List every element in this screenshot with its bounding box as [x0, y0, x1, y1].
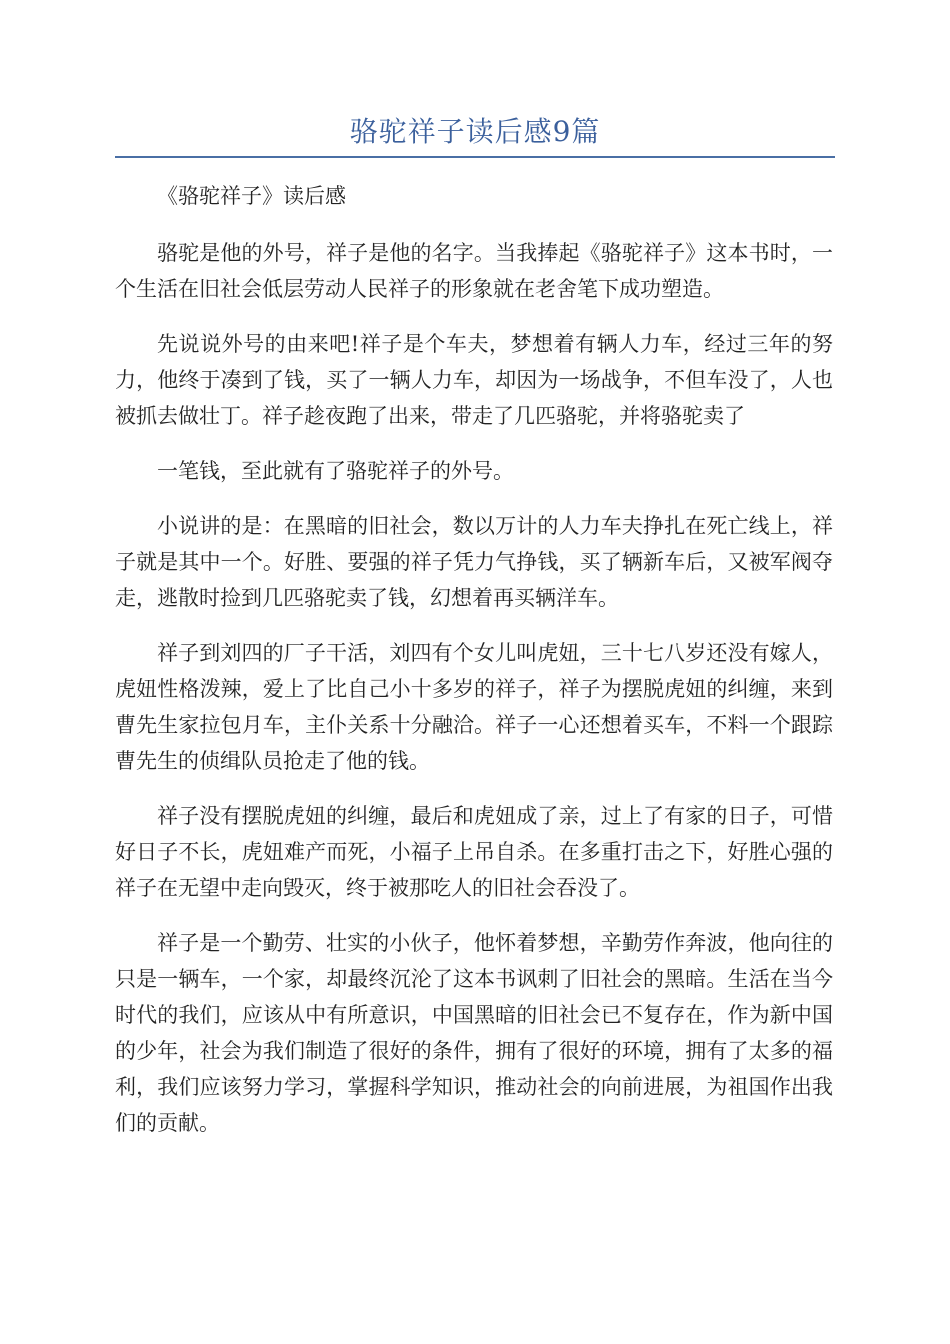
- document-title: 骆驼祥子读后感9篇: [349, 115, 601, 148]
- paragraph-3: 一笔钱，至此就有了骆驼祥子的外号。: [157, 459, 514, 483]
- paragraph-4: 小说讲的是：在黑暗的旧社会，数以万计的人力车夫挣扎在死亡线上，祥子就是其中一个。好胜、要强的祥子凭力气挣钱，买了辆新车后，又被军阀夺走，逃散时捡到几匹骆驼卖了钱，幻想着再买辆洋车。: [115, 514, 833, 610]
- section-heading: 《骆驼祥子》读后感: [157, 184, 346, 208]
- document-body: [115, 178, 833, 1160]
- paragraph-6: 祥子没有摆脱虎妞的纠缠，最后和虎妞成了亲，过上了有家的日子，可惜好日子不长，虎妞难产而死，小福子上吊自杀。在多重打击之下，好胜心强的祥子在无望中走向毁灭，终于被那吃人的旧社会吞没了。: [115, 804, 833, 900]
- paragraph-7: 祥子是一个勤劳、壮实的小伙子，他怀着梦想，辛勤劳作奔波，他向往的只是一辆车，一个家，却最终沉沦了这本书讽刺了旧社会的黑暗。生活在当今时代的我们，应该从中有所意识，中国黑暗的旧社会已不复存在，作为新中国的少年，社会为我们制造了很好的条件，拥有了很好的环境，拥有了太多的福利，我们应该努力学习，掌握科学知识，推动社会的向前进展，为祖国作出我们的贡献。: [115, 931, 833, 1135]
- paragraph-1: 骆驼是他的外号，祥子是他的名字。当我捧起《骆驼祥子》这本书时，一个生活在旧社会低层劳动人民祥子的形象就在老舍笔下成功塑造。: [115, 241, 833, 301]
- paragraph-2: 先说说外号的由来吧!祥子是个车夫，梦想着有辆人力车，经过三年的努力，他终于凑到了钱，买了一辆人力车，却因为一场战争，不但车没了，人也被抓去做壮丁。祥子趁夜跑了出来，带走了几匹骆驼，并将骆驼卖了: [115, 332, 833, 428]
- title-block: [115, 112, 835, 158]
- paragraph-5: 祥子到刘四的厂子干活，刘四有个女儿叫虎妞，三十七八岁还没有嫁人，虎妞性格泼辣，爱上了比自己小十多岁的祥子，祥子为摆脱虎妞的纠缠，来到曹先生家拉包月车，主仆关系十分融洽。祥子一心还想着买车，不料一个跟踪曹先生的侦缉队员抢走了他的钱。: [115, 641, 833, 773]
